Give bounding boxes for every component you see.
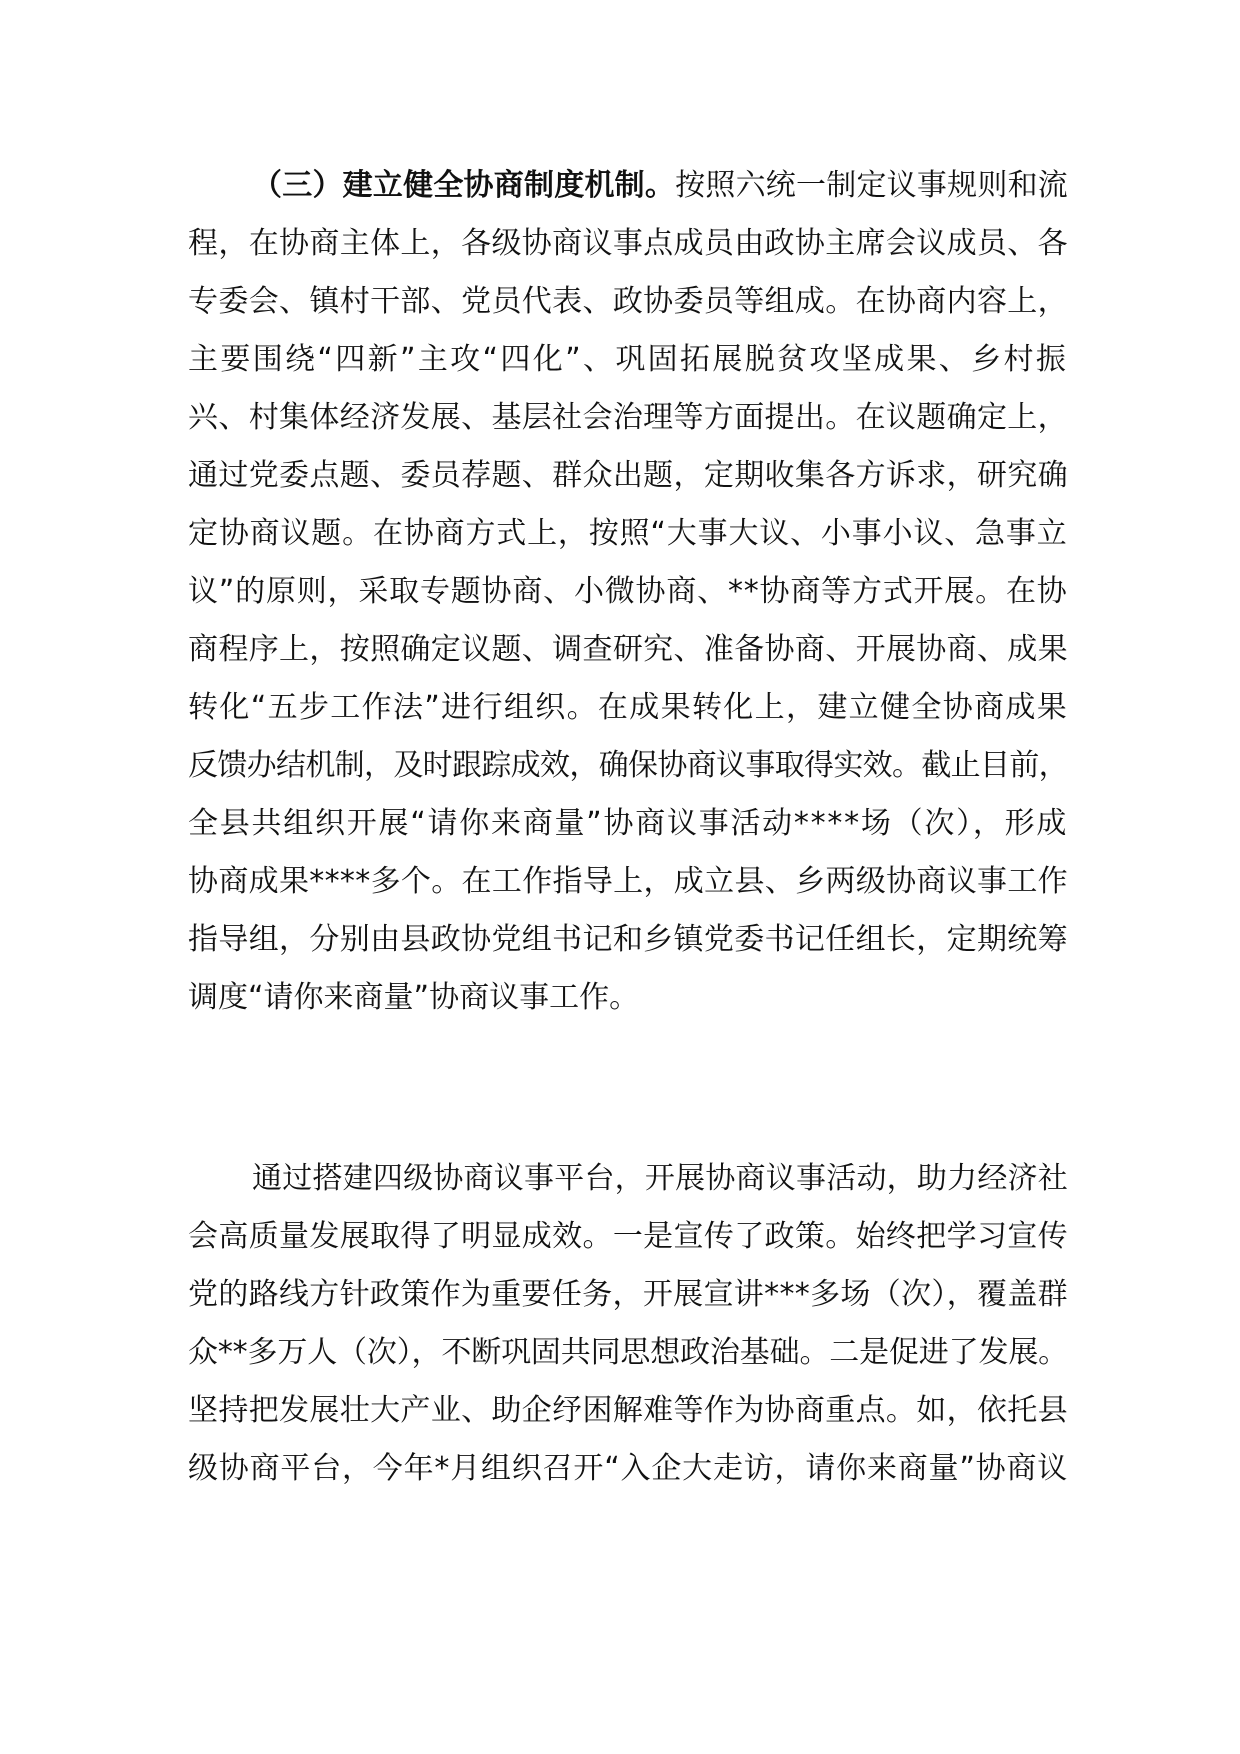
paragraph-1-line: 反馈办结机制，及时跟踪成效，确保协商议事取得实效。截止目前，: [188, 748, 1068, 783]
paragraph-1-line: 调度“请你来商量”协商议事工作。: [188, 980, 640, 1015]
paragraph-1-first-line-text: 按照六统一制定议事规则和流: [675, 168, 1069, 203]
paragraph-1-line: 程，在协商主体上，各级协商议事点成员由政协主席会议成员、各: [188, 226, 1068, 261]
paragraph-2-line: 党的路线方针政策作为重要任务，开展宣讲***多场（次），覆盖群: [188, 1277, 1068, 1312]
paragraph-1-line: 兴、村集体经济发展、基层社会治理等方面提出。在议题确定上，: [188, 400, 1068, 435]
paragraph-2-first-line: 通过搭建四级协商议事平台，开展协商议事活动，助力经济社: [252, 1161, 1068, 1196]
paragraph-2-line: 众**多万人（次），不断巩固共同思想政治基础。二是促进了发展。: [188, 1335, 1068, 1370]
paragraph-1-line: 指导组，分别由县政协党组书记和乡镇党委书记任组长，定期统筹: [188, 922, 1068, 957]
paragraph-2-line: 坚持把发展壮大产业、助企纾困解难等作为协商重点。如，依托县: [188, 1393, 1068, 1428]
paragraph-1-line: 定协商议题。在协商方式上，按照“大事大议、小事小议、急事立: [188, 516, 1068, 551]
paragraph-1-line: 主要围绕“四新”主攻“四化”、巩固拓展脱贫攻坚成果、乡村振: [188, 342, 1069, 377]
paragraph-1-line: 商程序上，按照确定议题、调查研究、准备协商、开展协商、成果: [188, 632, 1068, 667]
paragraph-1-line: 转化“五步工作法”进行组织。在成果转化上，建立健全协商成果: [188, 690, 1069, 725]
paragraph-1-line: 协商成果****多个。在工作指导上，成立县、乡两级协商议事工作: [188, 864, 1068, 899]
paragraph-2-line: 级协商平台，今年*月组织召开“入企大走访，请你来商量”协商议: [188, 1451, 1069, 1486]
paragraph-1-line: 通过党委点题、委员荐题、群众出题，定期收集各方诉求，研究确: [188, 458, 1068, 493]
paragraph-1-line: 全县共组织开展“请你来商量”协商议事活动****场（次），形成: [188, 806, 1069, 841]
paragraph-1-first-line: [188, 166, 1068, 206]
paragraph-2-line: 会高质量发展取得了明显成效。一是宣传了政策。始终把学习宣传: [188, 1219, 1068, 1254]
paragraph-1-line: 议”的原则，采取专题协商、小微协商、**协商等方式开展。在协: [188, 574, 1068, 609]
paragraph-1-line: 专委会、镇村干部、党员代表、政协委员等组成。在协商内容上，: [188, 284, 1068, 319]
section-heading: （三）建立健全协商制度机制。: [252, 168, 676, 203]
